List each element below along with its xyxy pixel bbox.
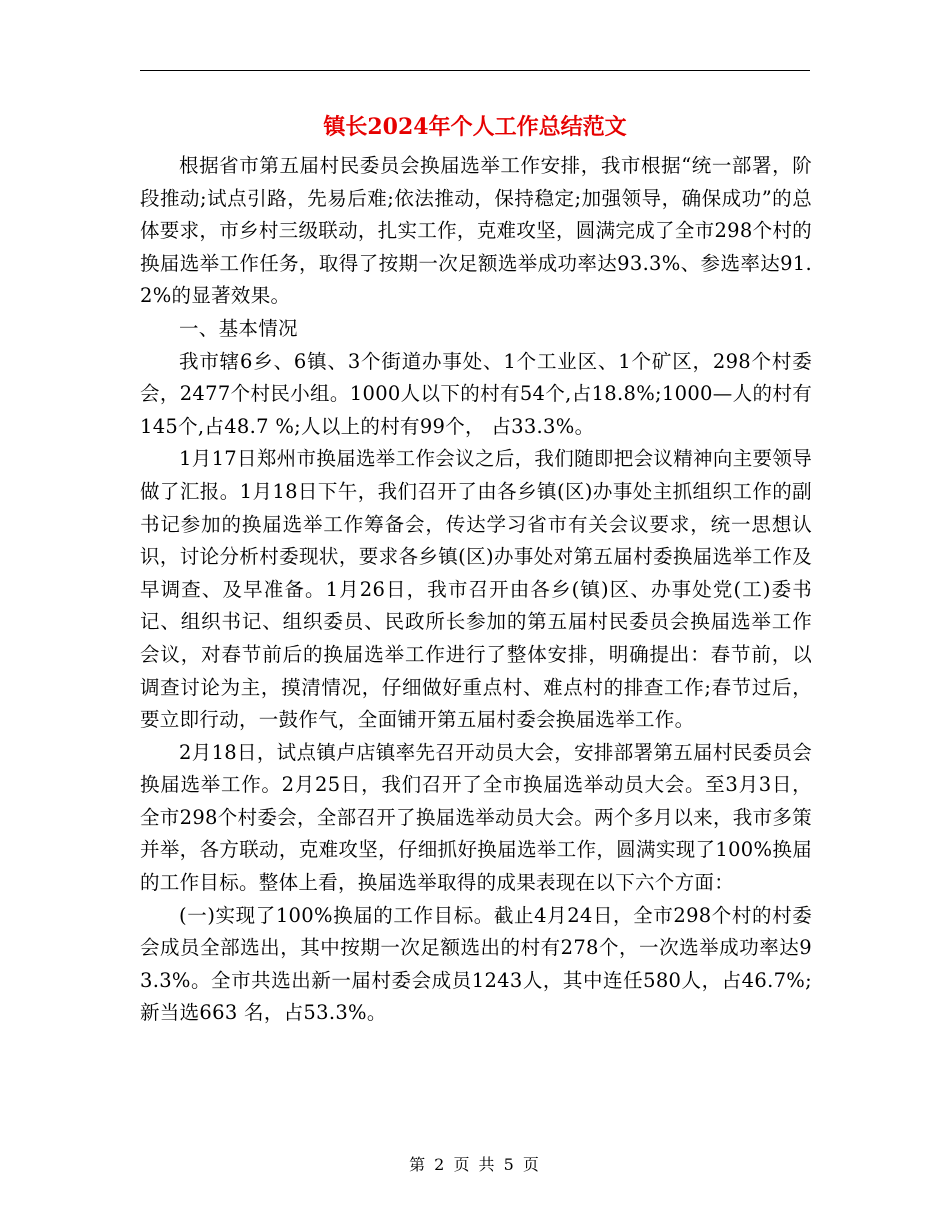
paragraph-jurisdiction: 我市辖6乡、6镇、3个街道办事处、1个工业区、1个矿区，298个村委会，2477个村民小组。1000人以下的村有54个,占18.8%;1000—人的村有145个,占48.7 %;人以上的村有99个， 占33.3%。 (140, 349, 812, 438)
document-body (140, 150, 812, 1030)
page-number-footer: 第 2 页 共 5 页 (409, 1155, 541, 1174)
paragraph-meetings: 1月17日郑州市换届选举工作会议之后，我们随即把会议精神向主要领导做了汇报。1月18日下午，我们召开了由各乡镇(区)办事处主抓组织工作的副书记参加的换届选举工作筹备会，传达学习省市有关会议要求，统一思想认识，讨论分析村委现状，要求各乡镇(区)办事处对第五届村委换届选举工作及早调查、及早准备。1月26日，我市召开由各乡(镇)区、办事处党(工)委书记、组织书记、组织委员、民政所长参加的第五届村民委员会换届选举工作会议，对春节前后的换届选举工作进行了整体安排，明确提出：春节前，以调查讨论为主，摸清情况，仔细做好重点村、难点村的排查工作;春节过后，要立即行动，一鼓作气，全面铺开第五届村委会换届选举工作。 (140, 447, 812, 732)
paragraph-achievement-one: (一)实现了100%换届的工作目标。截止4月24日，全市298个村的村委会成员全部选出，其中按期一次足额选出的村有278个，一次选举成功率达93.3%。全市共选出新一届村委会成员1243人，其中连任580人，占46.7%;新当选663 名，占53.3%。 (140, 903, 812, 1025)
header-rule (140, 70, 810, 71)
paragraph-intro: 根据省市第五届村民委员会换届选举工作安排，我市根据“统一部署，阶段推动;试点引路，先易后难;依法推动，保持稳定;加强领导，确保成功”的总体要求，市乡村三级联动，扎实工作，克难攻坚，圆满完成了全市298个村的换届选举工作任务，取得了按期一次足额选举成功率达93.3%、参选率达91.2%的显著效果。 (140, 154, 812, 308)
section-heading-basic-situation: 一、基本情况 (179, 316, 298, 340)
document-title: 镇长2024年个人工作总结范文 (323, 114, 627, 140)
paragraph-mobilization: 2月18日，试点镇卢店镇率先召开动员大会，安排部署第五届村民委员会换届选举工作。2月25日，我们召开了全市换届选举动员大会。至3月3日，全市298个村委会，全部召开了换届选举动员大会。两个多月以来，我市多策并举，各方联动，克难攻坚，仔细抓好换届选举工作，圆满实现了100%换届的工作目标。整体上看，换届选举取得的成果表现在以下六个方面： (140, 740, 812, 895)
